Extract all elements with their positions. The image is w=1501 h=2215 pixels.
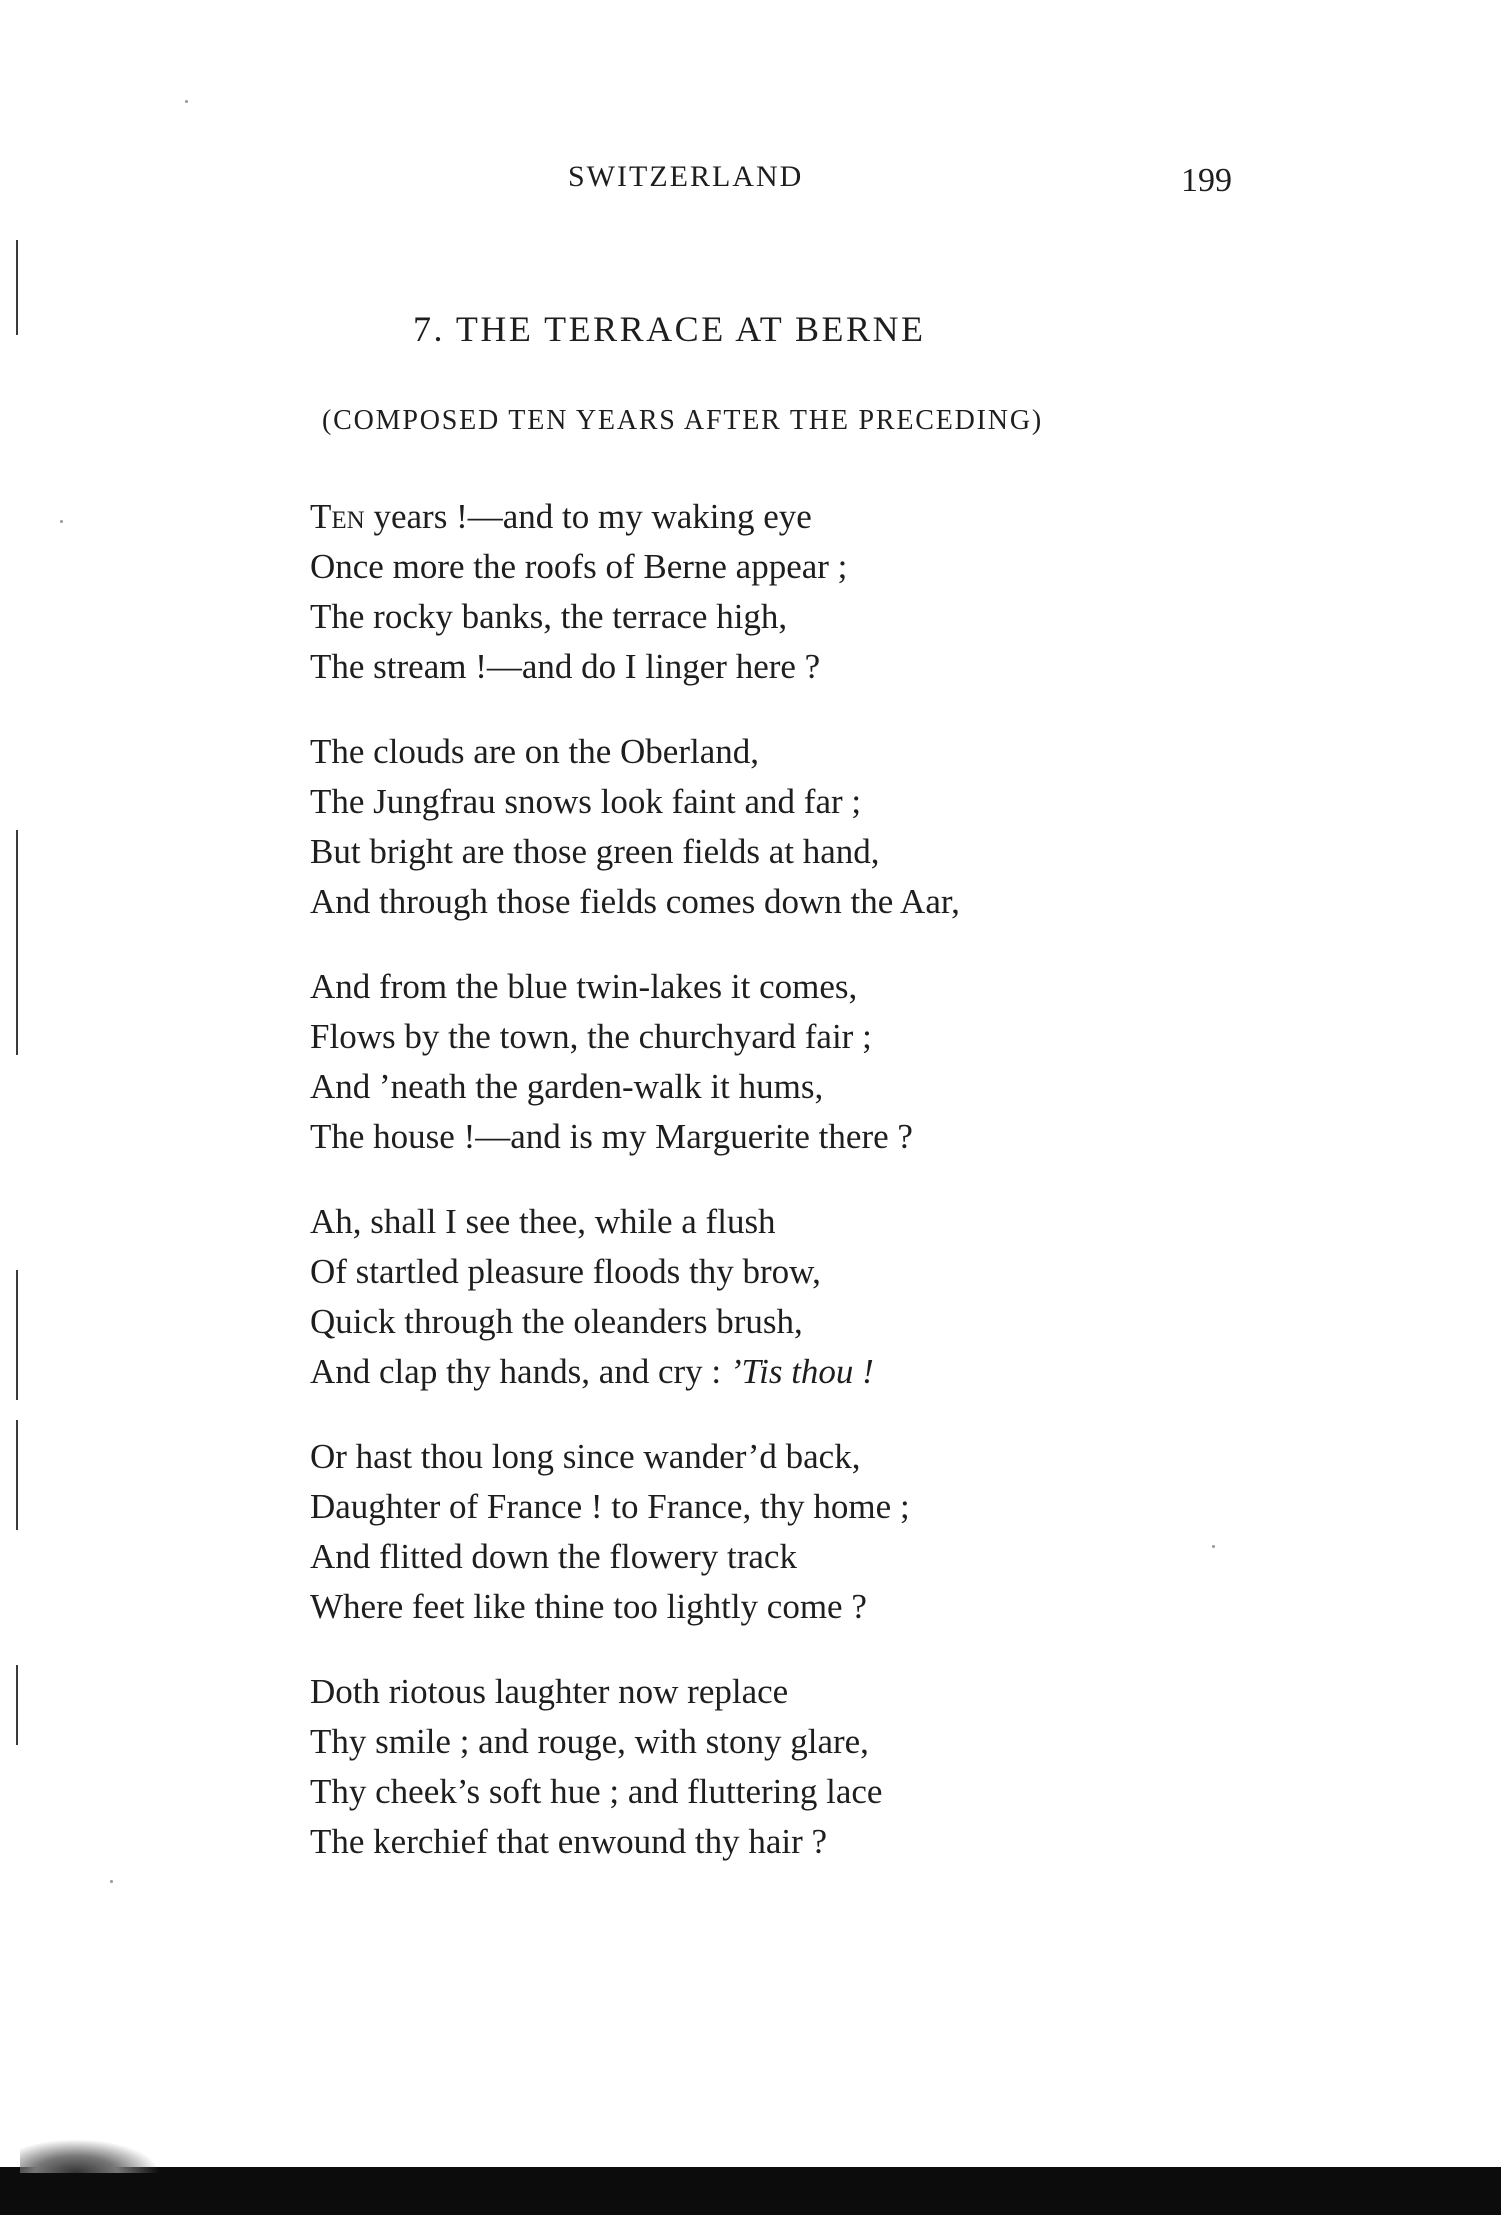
first-word-smallcaps: Ten [310,497,365,536]
running-title: SWITZERLAND [568,160,804,193]
verse-line: The stream !—and do I linger here ? [310,647,821,686]
running-head [0,160,1501,200]
verse-line: And flitted down the flowery track [310,1537,797,1576]
verse-line: And ’neath the garden-walk it hums, [310,1067,824,1106]
scan-edge-mark [16,1270,18,1400]
verse-line: Flows by the town, the churchyard fair ; [310,1017,872,1056]
scan-speck [110,1880,113,1883]
verse-line: The Jungfrau snows look faint and far ; [310,782,862,821]
stanza [310,1667,882,1867]
verse-line: And from the blue twin-lakes it comes, [310,967,858,1006]
stanza [310,727,960,927]
stanza [310,1432,910,1632]
stanza [310,962,913,1162]
stanza [310,492,847,692]
page-number: 199 [1181,162,1232,199]
verse-line: And through those fields comes down the Aar, [310,882,960,921]
italic-exclamation: ’Tis thou ! [729,1352,874,1391]
verse-line: Thy smile ; and rouge, with stony glare, [310,1722,869,1761]
verse-line-text: years !—and to my waking eye [364,497,812,536]
verse-line: Thy cheek’s soft hue ; and fluttering lace [310,1772,883,1811]
verse-line: The clouds are on the Oberland, [310,732,760,771]
verse-line: Quick through the oleanders brush, [310,1302,803,1341]
verse-line: But bright are those green fields at hand, [310,832,880,871]
scan-edge-mark [16,830,18,950]
verse-line: Of startled pleasure floods thy brow, [310,1252,821,1291]
verse-line: Once more the roofs of Berne appear ; [310,547,848,586]
verse-line: The rocky banks, the terrace high, [310,597,788,636]
scan-speck [185,100,188,103]
verse-line [310,492,847,542]
stanza [310,1197,874,1397]
scan-speck [1212,1545,1215,1548]
verse-line: The kerchief that enwound thy hair ? [310,1822,828,1861]
poem-subtitle: (COMPOSED TEN YEARS AFTER THE PRECEDING) [322,405,1043,436]
verse-line: Or hast thou long since wander’d back, [310,1437,861,1476]
scan-bottom-shadow [0,2167,1501,2215]
scan-edge-mark [16,1665,18,1745]
scan-speck [60,520,63,523]
verse-line: Where feet like thine too lightly come ? [310,1587,867,1626]
scan-edge-mark [16,1420,18,1530]
verse-line: Doth riotous laughter now replace [310,1672,789,1711]
verse-line: Ah, shall I see thee, while a flush [310,1202,776,1241]
verse-line: The house !—and is my Marguerite there ? [310,1117,913,1156]
scan-edge-mark [16,240,18,335]
verse-line: Daughter of France ! to France, thy home ; [310,1487,910,1526]
poem-title: 7. THE TERRACE AT BERNE [413,309,926,349]
scan-edge-mark [16,950,18,1055]
verse-line [310,1347,874,1397]
verse-line-text: And clap thy hands, and cry : [310,1352,730,1391]
